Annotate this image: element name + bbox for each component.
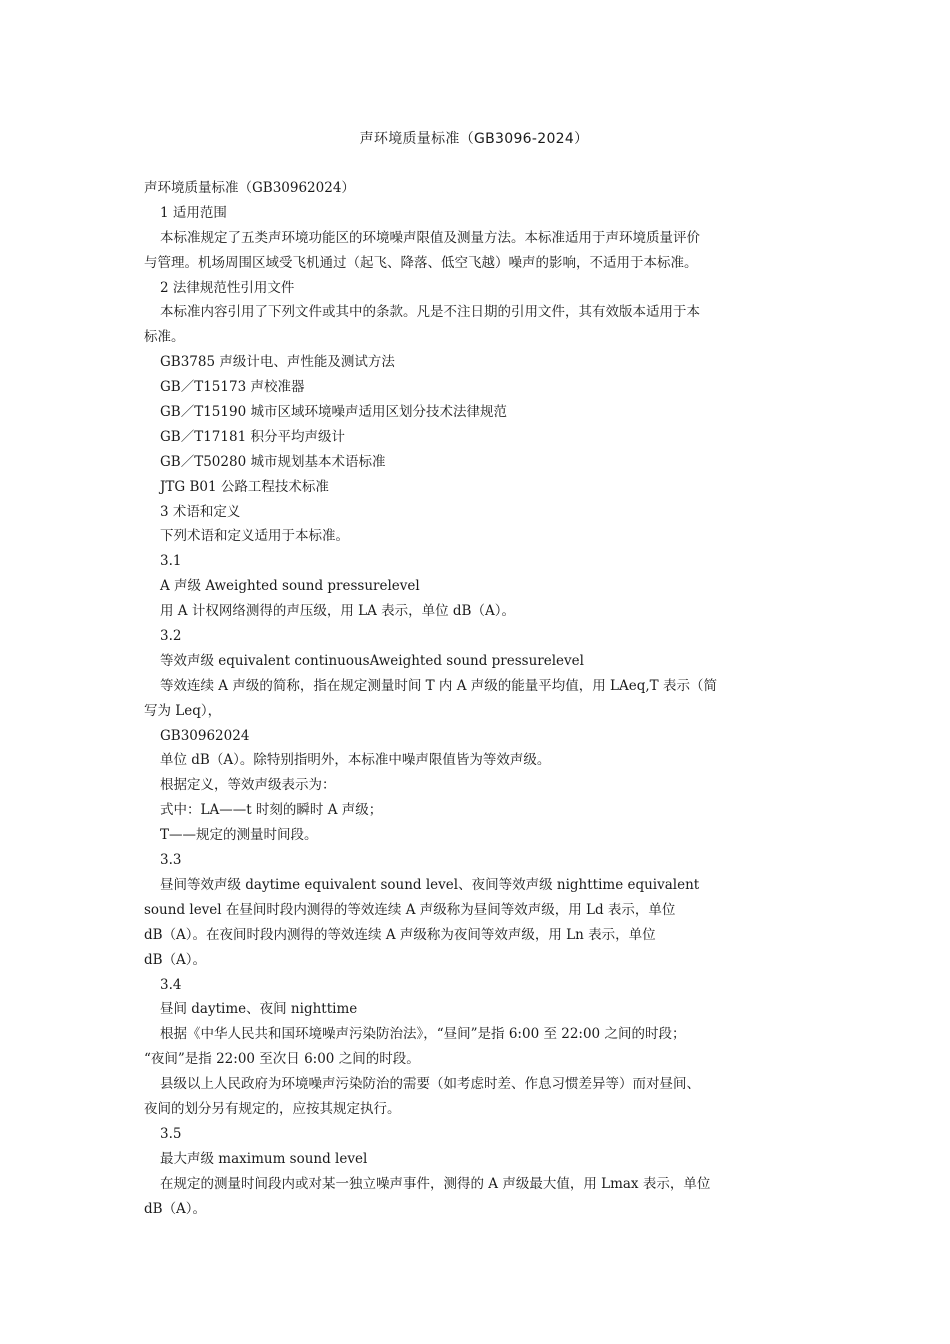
- text-line: 县级以上人民政府为环境噪声污染防治的需要（如考虑时差、作息习惯差异等）而对昼间、: [160, 1076, 700, 1093]
- text-line: 单位 dB（A）。除特别指明外，本标准中噪声限值皆为等效声级。: [160, 752, 551, 769]
- text-line: 夜间的划分另有规定的，应按其规定执行。: [144, 1100, 401, 1117]
- text-line: 3.2: [160, 628, 182, 645]
- text-line: GB3785 声级计电、声性能及测试方法: [160, 354, 395, 371]
- text-line: GB30962024: [160, 727, 250, 744]
- text-line: “夜间”是指 22:00 至次日 6:00 之间的时段。: [144, 1051, 420, 1068]
- document-title: 声环境质量标准（GB3096-2024）: [359, 131, 589, 147]
- text-line: 与管理。机场周围区域受飞机通过（起飞、降落、低空飞越）噪声的影响，不适用于本标准。: [144, 254, 698, 271]
- text-line: 声环境质量标准（GB30962024）: [144, 180, 355, 196]
- text-line: 式中：LA——t 时刻的瞬时 A 声级；: [160, 802, 383, 819]
- text-line: GB／T15190 城市区域环境噪声适用区划分技术法律规范: [160, 404, 507, 421]
- text-line: 用 A 计权网络测得的声压级，用 LA 表示，单位 dB（A）。: [160, 603, 515, 620]
- document-body: [144, 176, 804, 1221]
- text-line: dB（A）。: [144, 1200, 207, 1217]
- text-line: GB／T15173 声校准器: [160, 379, 305, 396]
- text-line: dB（A）。在夜间时段内测得的等效连续 A 声级称为夜间等效声级，用 Ln 表示，单位: [144, 926, 656, 943]
- text-line: GB／T50280 城市规划基本术语标准: [160, 453, 386, 470]
- text-line: 等效连续 A 声级的简称，指在规定测量时间 T 内 A 声级的能量平均值，用 LAeq,T 表示（简: [160, 677, 717, 694]
- text-line: T——规定的测量时间段。: [160, 827, 318, 844]
- text-line: dB（A）。: [144, 951, 207, 968]
- text-line: 3.3: [160, 852, 182, 869]
- text-line: 在规定的测量时间段内或对某一独立噪声事件，测得的 A 声级最大值，用 Lmax 表示，单位: [160, 1175, 711, 1192]
- text-line: 3.5: [160, 1125, 182, 1142]
- text-line: 根据定义，等效声级表示为：: [160, 777, 336, 794]
- text-line: A 声级 Aweighted sound pressurelevel: [160, 578, 420, 595]
- text-line: 下列术语和定义适用于本标准。: [160, 528, 349, 545]
- text-line: 根据《中华人民共和国环境噪声污染防治法》，“昼间”是指 6:00 至 22:00 之间的时段；: [160, 1026, 686, 1043]
- text-line: 3 术语和定义: [160, 503, 241, 520]
- text-line: 3.1: [160, 553, 182, 570]
- text-line: 1 适用范围: [160, 204, 227, 221]
- text-line: 标准。: [144, 329, 185, 346]
- text-line: JTG B01 公路工程技术标准: [160, 478, 329, 495]
- text-line: 本标准规定了五类声环境功能区的环境噪声限值及测量方法。本标准适用于声环境质量评价: [160, 229, 700, 246]
- text-line: 最大声级 maximum sound level: [160, 1150, 368, 1167]
- text-line: 等效声级 equivalent continuousAweighted sound pressurelevel: [160, 652, 584, 669]
- text-line: GB／T17181 积分平均声级计: [160, 428, 345, 445]
- text-line: 昼间 daytime、夜间 nighttime: [160, 1001, 358, 1018]
- text-line: 3.4: [160, 976, 182, 993]
- text-line: sound level 在昼间时段内测得的等效连续 A 声级称为昼间等效声级，用 Ld 表示，单位: [144, 901, 676, 918]
- text-line: 昼间等效声级 daytime equivalent sound level、夜间等效声级 nighttime equivalent: [160, 876, 700, 893]
- text-line: 写为 Leq），: [144, 702, 222, 719]
- text-line: 2 法律规范性引用文件: [160, 279, 295, 296]
- text-line: 本标准内容引用了下列文件或其中的条款。凡是不注日期的引用文件，其有效版本适用于本: [160, 304, 700, 321]
